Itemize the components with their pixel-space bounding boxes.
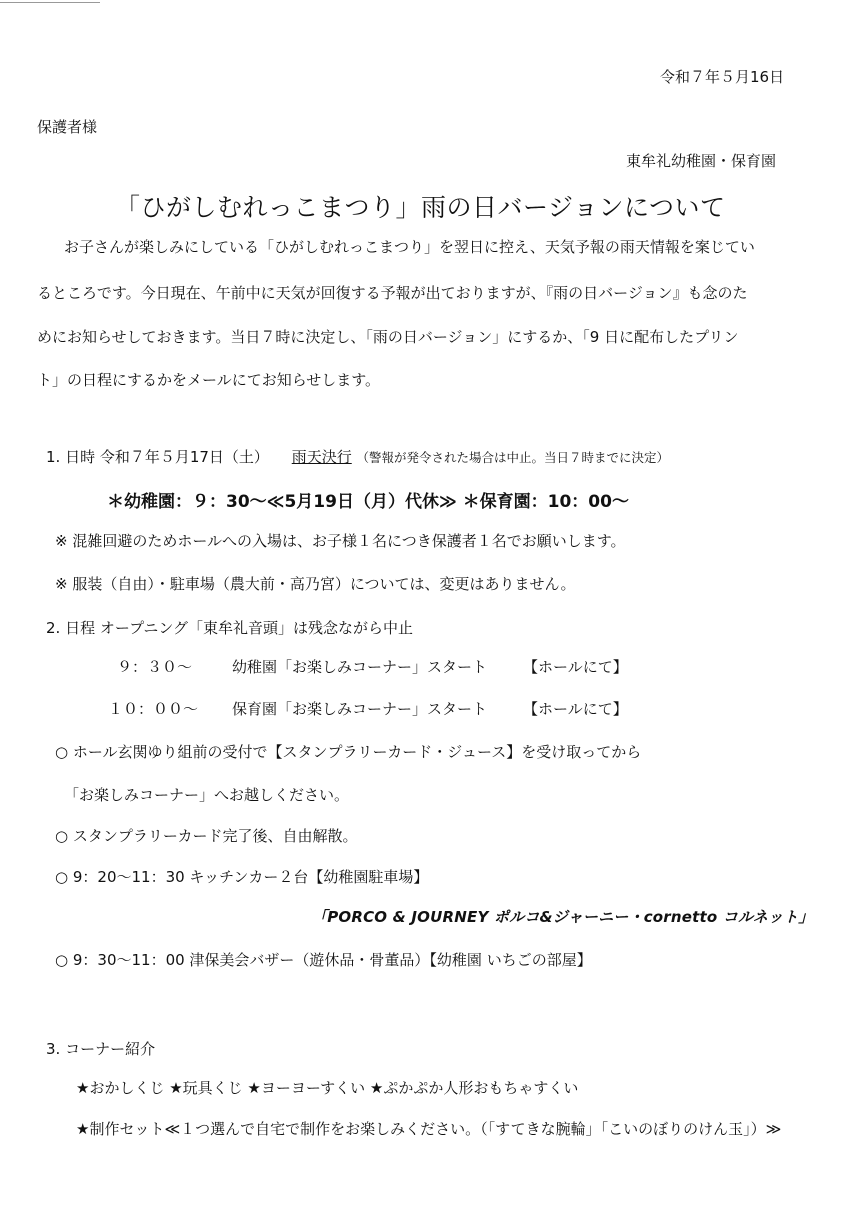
schedule-place: 【ホールにて】	[523, 658, 628, 676]
kitchen-car-item: ○ 9：20〜11：30 キッチンカー２台【幼稚園駐車場】	[55, 868, 429, 886]
section1-note: ※ 服装（自由）・駐車場（農大前・高乃宮）については、変更はありません。	[55, 575, 576, 593]
intro-line: めにお知らせしておきます。当日７時に決定し、「雨の日バージョン」にするか、「9 日に配布したプリン	[37, 328, 739, 346]
corner-list: ★おかしくじ ★玩具くじ ★ヨーヨーすくい ★ぷかぷか人形おもちゃすくい	[76, 1079, 579, 1097]
kitchen-car-vendors: 「PORCO & JOURNEY ポルコ&ジャーニー・cornetto コルネット」	[312, 908, 814, 926]
schedule-time: ９：３０〜	[117, 658, 193, 676]
craft-set: ★制作セット≪１つ選んで自宅で制作をお楽しみください。（「すてきな腕輪」「こいのぼりのけん玉」）≫	[76, 1120, 782, 1138]
intro-line: ト」の日程にするかをメールにてお知らせします。	[37, 371, 381, 389]
scan-artifact	[0, 2, 100, 3]
addressee: 保護者様	[37, 118, 98, 136]
rain-go-label: 雨天決行	[291, 448, 352, 466]
section1-datetime: 1. 日時 令和７年５月17日（土）	[46, 448, 269, 466]
reception-item-cont: 「お楽しみコーナー」へお越しください。	[64, 786, 350, 804]
schedule-place: 【ホールにて】	[523, 700, 628, 718]
warning-note: （警報が発令された場合は中止。当日７時までに決定）	[356, 450, 670, 465]
event-times: ＊幼稚園：９：30〜≪5月19日（月）代休≫ ＊保育園：10：00〜	[107, 492, 629, 512]
sender: 東牟礼幼稚園・保育園	[626, 152, 777, 170]
bazaar-item: ○ 9：30〜11：00 津保美会バザー（遊休品・骨董品）【幼稚園 いちごの部屋】	[55, 951, 592, 969]
section3-heading: 3. コーナー紹介	[46, 1040, 156, 1058]
section2-heading: 2. 日程 オープニング「東牟礼音頭」は残念ながら中止	[46, 619, 414, 637]
reception-item: ○ ホール玄関ゆり組前の受付で【スタンプラリーカード・ジュース】を受け取ってから	[55, 743, 642, 761]
intro-line: るところです。今日現在、午前中に天気が回復する予報が出ておりますが、『雨の日バージョン』も念のた	[37, 284, 748, 302]
document-date: 令和７年５月16日	[660, 68, 785, 86]
section1-heading	[46, 446, 669, 467]
section1-note: ※ 混雑回避のためホールへの入場は、お子様１名につき保護者１名でお願いします。	[55, 532, 626, 550]
schedule-time: １０：００〜	[108, 700, 199, 718]
schedule-desc: 保育園「お楽しみコーナー」スタート	[232, 700, 488, 718]
dismissal-item: ○ スタンプラリーカード完了後、自由解散。	[55, 827, 358, 845]
intro-line: お子さんが楽しみにしている「ひがしむれっこまつり」を翌日に控え、天気予報の雨天情報を案じてい	[64, 238, 755, 256]
document-title: 「ひがしむれっこまつり」雨の日バージョンについて	[115, 193, 726, 222]
schedule-desc: 幼稚園「お楽しみコーナー」スタート	[232, 658, 488, 676]
